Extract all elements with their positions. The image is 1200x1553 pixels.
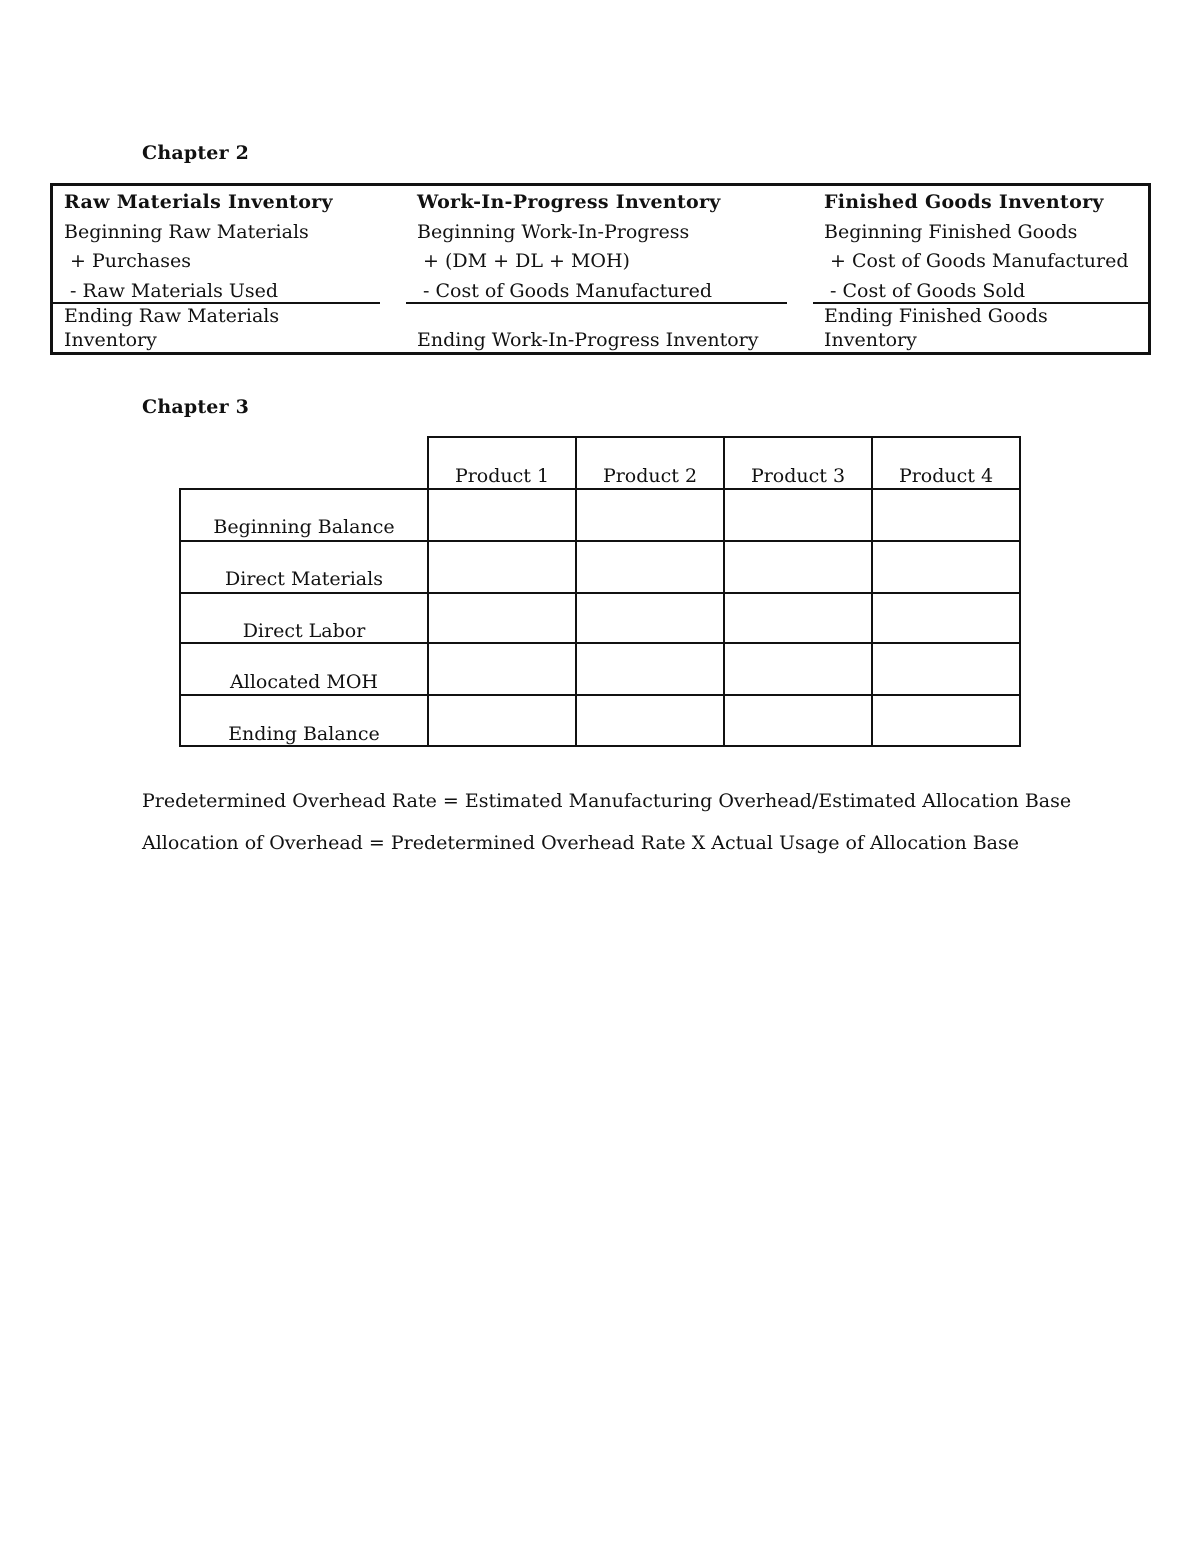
finished-goods-line-2: + Cost of Goods Manufactured	[824, 250, 1129, 272]
column-header-product-2: Product 2	[602, 465, 698, 487]
finished-goods-title: Finished Goods Inventory	[824, 191, 1104, 213]
chapter3-heading: Chapter 3	[142, 396, 250, 418]
finished-goods-ending-line-2: Inventory	[824, 329, 917, 351]
finished-goods-column	[824, 186, 1129, 306]
table-bottom-rule	[179, 745, 1021, 747]
finished-goods-ending	[824, 304, 1048, 352]
wip-ending-line-1	[417, 304, 759, 328]
table-header-rule	[179, 488, 1021, 490]
raw-materials-title: Raw Materials Inventory	[64, 191, 333, 213]
finished-goods-ending-line-1: Ending Finished Goods	[824, 305, 1048, 327]
wip-ending-line-2: Ending Work-In-Progress Inventory	[417, 329, 759, 351]
finished-goods-line-3: - Cost of Goods Sold	[824, 279, 1026, 302]
row-label-direct-materials: Direct Materials	[225, 568, 383, 590]
chapter2-heading: Chapter 2	[142, 142, 250, 164]
wip-column	[417, 186, 721, 306]
wip-line-2: + (DM + DL + MOH)	[417, 250, 630, 272]
wip-line-3: - Cost of Goods Manufactured	[417, 279, 713, 302]
finished-goods-line-1: Beginning Finished Goods	[824, 220, 1078, 243]
table-row-rule	[179, 540, 1021, 542]
wip-line-1: Beginning Work-In-Progress	[417, 220, 690, 243]
raw-materials-column	[64, 186, 333, 306]
wip-ending	[417, 304, 759, 352]
table-row-rule	[179, 592, 1021, 594]
column-header-product-4: Product 4	[898, 465, 994, 487]
column-header-product-3: Product 3	[750, 465, 846, 487]
raw-materials-line-3: - Raw Materials Used	[64, 279, 279, 302]
table-row-rule	[179, 694, 1021, 696]
raw-materials-ending-line-2: Inventory	[64, 329, 157, 351]
allocation-of-overhead-formula: Allocation of Overhead = Predetermined Overhead Rate X Actual Usage of Allocation Base	[142, 832, 1020, 854]
table-row-rule	[179, 642, 1021, 644]
raw-materials-line-2: + Purchases	[64, 250, 192, 272]
predetermined-overhead-rate-formula: Predetermined Overhead Rate = Estimated Manufacturing Overhead/Estimated Allocation Base	[142, 790, 1072, 812]
raw-materials-ending	[64, 304, 279, 352]
raw-materials-line-1: Beginning Raw Materials	[64, 220, 309, 243]
wip-title: Work-In-Progress Inventory	[417, 191, 721, 213]
row-label-beginning-balance: Beginning Balance	[213, 516, 395, 538]
raw-materials-ending-line-1: Ending Raw Materials	[64, 305, 280, 327]
row-label-allocated-moh: Allocated MOH	[230, 671, 378, 693]
row-label-direct-labor: Direct Labor	[242, 620, 366, 642]
row-label-ending-balance: Ending Balance	[228, 723, 380, 745]
column-header-product-1: Product 1	[454, 465, 550, 487]
inventory-flow-box	[50, 183, 1151, 355]
